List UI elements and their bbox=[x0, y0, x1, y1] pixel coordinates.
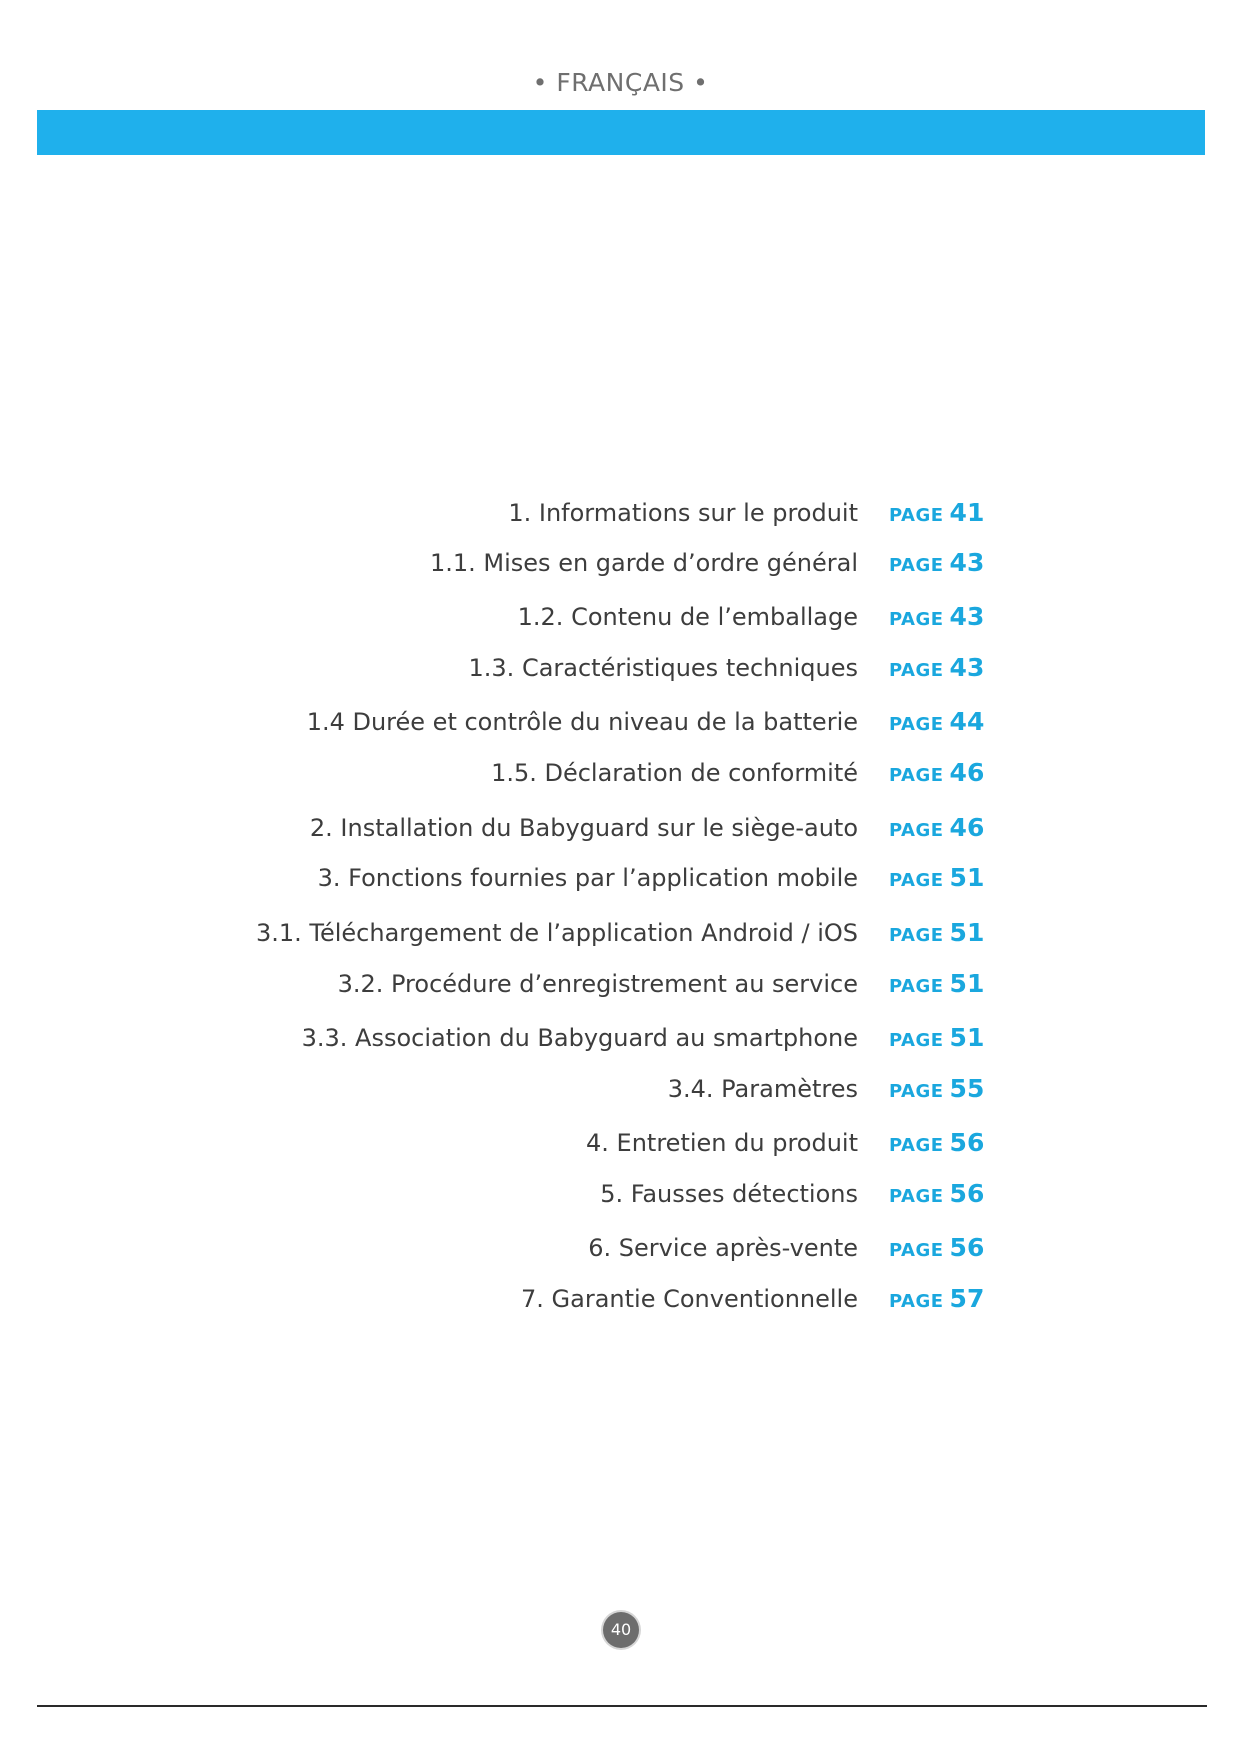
toc-entry-3[interactable] bbox=[0, 858, 1241, 898]
toc-entry-1-3[interactable] bbox=[0, 648, 1241, 688]
toc-entry-6[interactable] bbox=[0, 1228, 1241, 1268]
toc-entry-label: 2. Installation du Babyguard sur le siège-auto bbox=[309, 814, 858, 842]
language-header: • FRANÇAIS • bbox=[532, 68, 709, 97]
toc-entry-label: 1. Informations sur le produit bbox=[508, 499, 858, 527]
toc-entry-page: PAGE 55 bbox=[889, 1074, 985, 1103]
toc-entry-1-5[interactable] bbox=[0, 753, 1241, 793]
toc-entry-page: PAGE 41 bbox=[889, 498, 985, 527]
toc-entry-page: PAGE 56 bbox=[889, 1179, 985, 1208]
toc-entry-label: 3.3. Association du Babyguard au smartphone bbox=[301, 1024, 858, 1052]
toc-entry-5[interactable] bbox=[0, 1174, 1241, 1214]
toc-entry-3-4[interactable] bbox=[0, 1069, 1241, 1109]
toc-entry-label: 5. Fausses détections bbox=[600, 1180, 858, 1208]
toc-entry-label: 3.4. Paramètres bbox=[667, 1075, 858, 1103]
toc-entry-page: PAGE 51 bbox=[889, 1023, 985, 1052]
toc-entry-label: 1.5. Déclaration de conformité bbox=[491, 759, 858, 787]
toc-entry-page: PAGE 43 bbox=[889, 653, 985, 682]
toc-entry-page: PAGE 56 bbox=[889, 1233, 985, 1262]
toc-entry-page: PAGE 51 bbox=[889, 969, 985, 998]
toc-entry-label: 1.2. Contenu de l’emballage bbox=[517, 603, 858, 631]
toc-entry-label: 6. Service après-vente bbox=[588, 1234, 858, 1262]
toc-entry-page: PAGE 46 bbox=[889, 813, 985, 842]
toc-entry-label: 7. Garantie Conventionnelle bbox=[521, 1285, 858, 1313]
toc-entry-1-1[interactable] bbox=[0, 543, 1241, 583]
toc-entry-page: PAGE 51 bbox=[889, 918, 985, 947]
toc-entry-label: 3. Fonctions fournies par l’application mobile bbox=[317, 864, 858, 892]
toc-entry-page: PAGE 44 bbox=[889, 707, 985, 736]
toc-entry-7[interactable] bbox=[0, 1279, 1241, 1319]
toc-entry-page: PAGE 56 bbox=[889, 1128, 985, 1157]
toc-entry-2[interactable] bbox=[0, 808, 1241, 848]
toc-entry-page: PAGE 43 bbox=[889, 548, 985, 577]
toc-entry-1-2[interactable] bbox=[0, 597, 1241, 637]
toc-entry-page: PAGE 57 bbox=[889, 1284, 985, 1313]
toc-entry-label: 1.3. Caractéristiques techniques bbox=[468, 654, 858, 682]
toc-entry-page: PAGE 51 bbox=[889, 863, 985, 892]
toc-entry-label: 3.2. Procédure d’enregistrement au service bbox=[337, 970, 858, 998]
toc-entry-page: PAGE 43 bbox=[889, 602, 985, 631]
toc-entry-3-2[interactable] bbox=[0, 964, 1241, 1004]
toc-entry-1-4[interactable] bbox=[0, 702, 1241, 742]
toc-entry-page: PAGE 46 bbox=[889, 758, 985, 787]
toc-entry-1[interactable] bbox=[0, 493, 1241, 533]
toc-entry-4[interactable] bbox=[0, 1123, 1241, 1163]
toc-entry-label: 1.4 Durée et contrôle du niveau de la batterie bbox=[306, 708, 858, 736]
toc-entry-label: 4. Entretien du produit bbox=[586, 1129, 858, 1157]
toc-entry-label: 1.1. Mises en garde d’ordre général bbox=[429, 549, 858, 577]
toc-entry-3-3[interactable] bbox=[0, 1018, 1241, 1058]
toc-entry-3-1[interactable] bbox=[0, 913, 1241, 953]
footer-rule bbox=[37, 1705, 1207, 1707]
toc-entry-label: 3.1. Téléchargement de l’application Android / iOS bbox=[255, 919, 858, 947]
page-number-badge: 40 bbox=[603, 1612, 639, 1648]
